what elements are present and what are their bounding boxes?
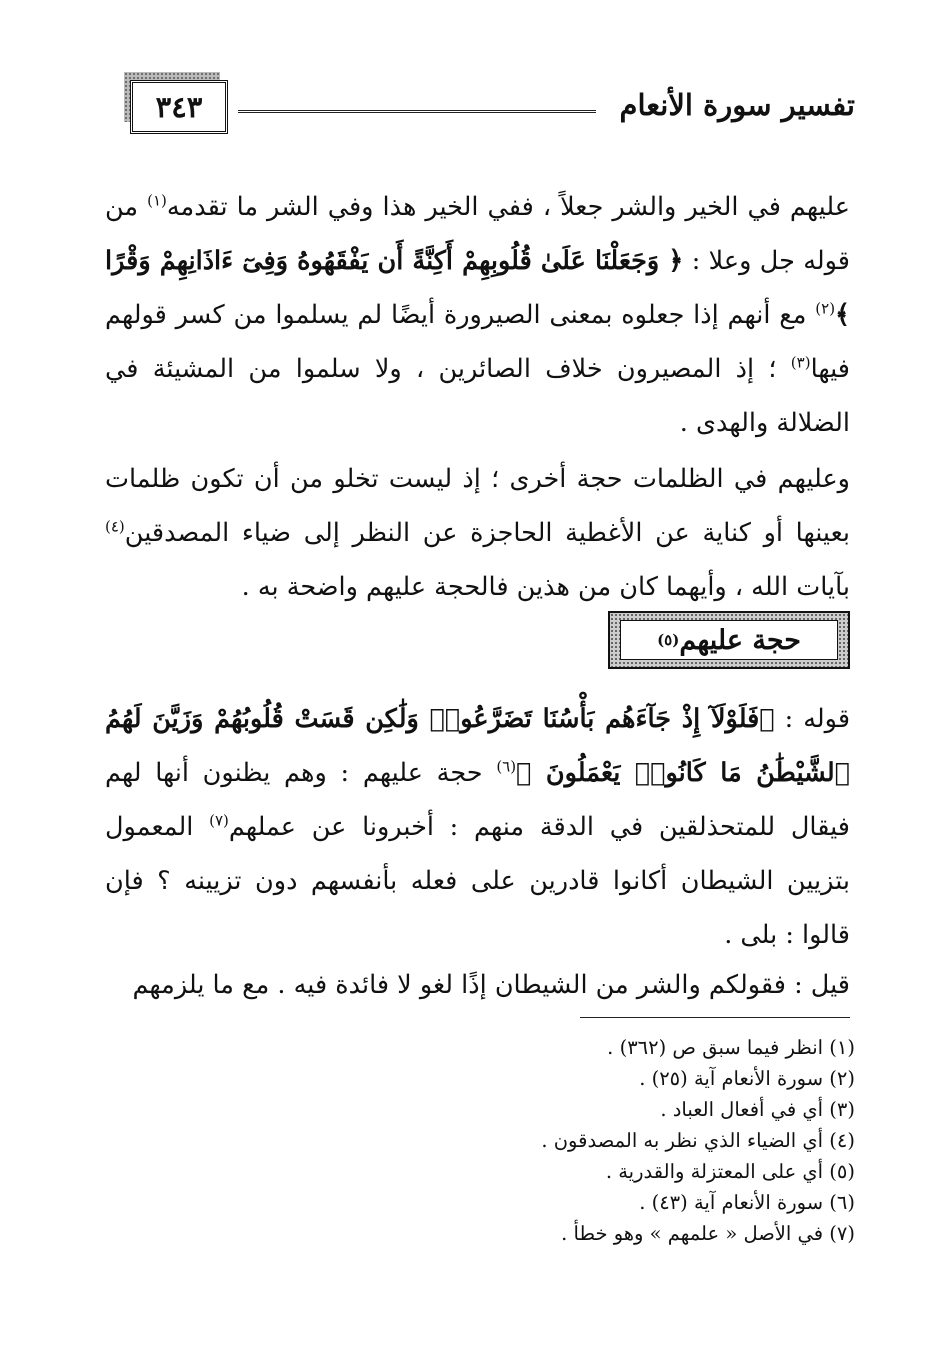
- section-heading: حجة عليهم (٥): [620, 620, 838, 660]
- footnote-ref: (٦): [496, 757, 517, 776]
- paragraph-2: [105, 452, 850, 614]
- paragraph-text: قوله :: [774, 704, 851, 734]
- running-title: تفسير سورة الأنعام: [619, 88, 855, 122]
- paragraph-text: مع أنهم إذا جعلوه بمعنى الصيرورة أيضًا لم يسلموا من كسر قولهم فيها: [105, 300, 850, 384]
- footnote-7: (٧) في الأصل « علمهم » وهو خطأ .: [561, 1222, 855, 1245]
- paragraph-text: ؛ إذ المصيرون خلاف الصائرين ، ولا سلموا من المشيئة في الضلالة والهدى .: [105, 354, 850, 438]
- footnote-5: (٥) أي على المعتزلة والقدرية .: [605, 1160, 855, 1183]
- page-number-box: [130, 80, 228, 134]
- paragraph-3: [105, 692, 850, 962]
- page-number: ٣٤٣: [155, 90, 203, 124]
- footnote-ref: (١): [147, 191, 167, 210]
- footnote-2: (٢) سورة الأنعام آية (٢٥) .: [639, 1067, 855, 1090]
- footnote-3: (٣) أي في أفعال العباد .: [660, 1098, 855, 1121]
- footnote-ref: (٧): [209, 811, 229, 830]
- paragraph-text: بآيات الله ، وأيهما كان من هذين فالحجة عليهم واضحة به .: [241, 572, 850, 602]
- header-rule: [238, 110, 596, 113]
- paragraph-1: [105, 180, 850, 450]
- paragraph-text: عليهم في الخير والشر جعلاً ، ففي الخير هذا وفي الشر ما تقدمه: [166, 192, 850, 222]
- section-heading-frame: [608, 611, 850, 669]
- section-heading-text: حجة عليهم: [679, 624, 801, 656]
- paragraph-text: قيل : فقولكم والشر من الشيطان إذًا لغو لا فائدة فيه . مع ما يلزمهم: [132, 970, 850, 1000]
- paragraph-4: [105, 958, 850, 1012]
- footnote-ref: (٣): [790, 353, 811, 372]
- paragraph-text: حجة عليهم : وهم يظنون أنها لهم فيقال للمتحذلقين في الدقة منهم : أخبرونا عن عملهم: [105, 758, 850, 842]
- footnotes: [335, 1032, 855, 1249]
- footnote-rule: [580, 1017, 850, 1018]
- footnote-ref: (٤): [105, 517, 125, 536]
- paragraph-text: من قوله جل وعلا :: [105, 192, 850, 276]
- footnote-1: (١) انظر فيما سبق ص (٣٦٢) .: [607, 1036, 855, 1059]
- footnote-4: (٤) أي الضياء الذي نظر به المصدقون .: [541, 1129, 855, 1152]
- paragraph-text: المعمول بتزيين الشيطان أكانوا قادرين على فعله بأنفسهم دون تزيينه ؟ فإن قالوا : بلى .: [105, 812, 850, 950]
- quran-verse: ﴿فَلَوْلَآ إِذْ جَآءَهُم بَأْسُنَا تَضَرَّعُوا۟ وَلَٰكِن قَسَتْ قُلُوبُهُمْ وَزَيَّنَ لَهُمُ ٱلشَّيْطَٰنُ مَا كَانُوا۟ يَعْمَلُونَ ﴾: [105, 704, 850, 788]
- footnote-6: (٦) سورة الأنعام آية (٤٣) .: [639, 1191, 855, 1214]
- footnote-ref: (٢): [815, 299, 836, 318]
- paragraph-text: وعليهم في الظلمات حجة أخرى ؛ إذ ليست تخلو من أن تكون ظلمات بعينها أو كناية عن الأغطية الحاجزة عن النظر إلى ضياء المصدقين: [105, 464, 850, 548]
- quran-verse: ﴿ وَجَعَلْنَا عَلَىٰ قُلُوبِهِمْ أَكِنَّةً أَن يَفْقَهُوهُ وَفِىٓ ءَاذَانِهِمْ وَقْرًا ﴾: [105, 246, 850, 330]
